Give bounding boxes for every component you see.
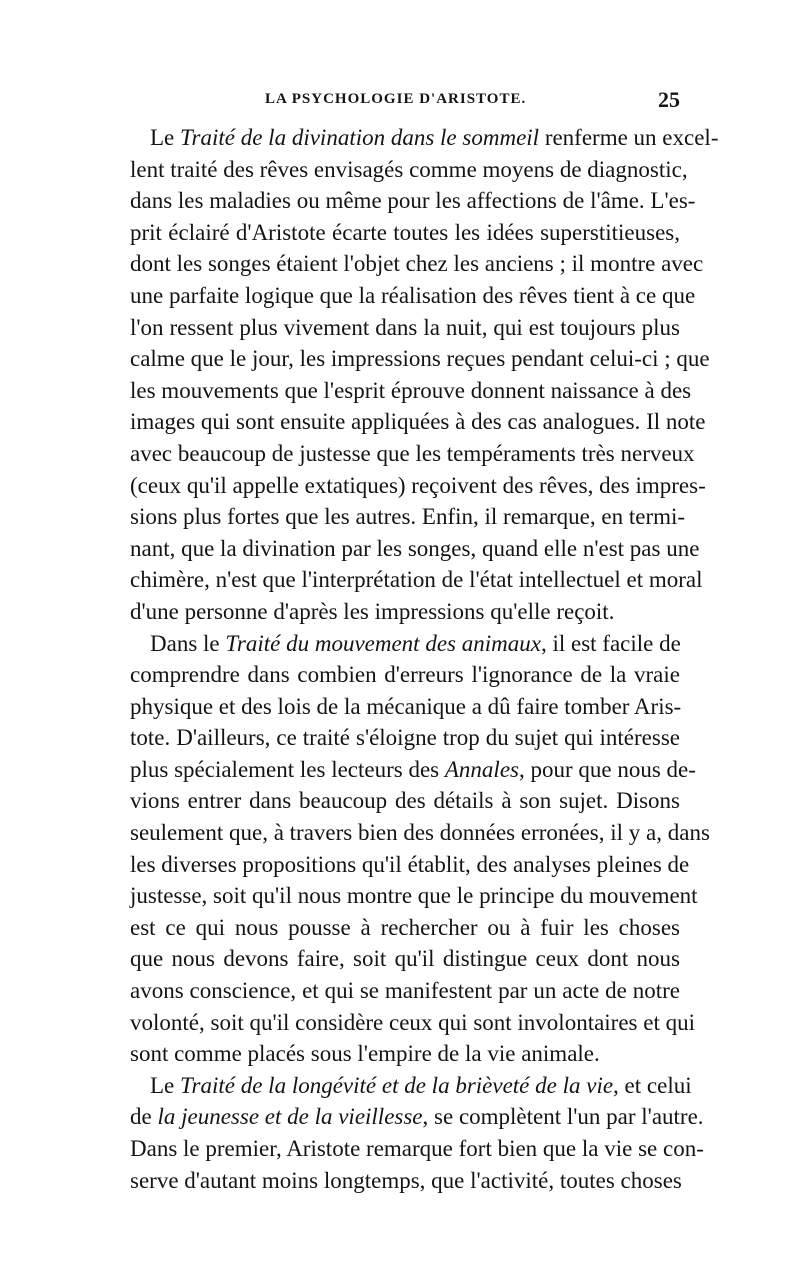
text-run: physique et des lois de la mécanique a dû faire tomber Aris- (130, 693, 682, 719)
italic-title: Traité de la longévité et de la brièveté de la vie (180, 1072, 614, 1098)
text-run: que nous devons faire, soit qu'il distingue ceux dont nous (130, 946, 680, 972)
text-line (130, 912, 680, 944)
text-line (130, 1070, 692, 1102)
text-run: lent traité des rêves envisagés comme moyens de diagnostic, (130, 156, 688, 182)
italic-title: la jeunesse et de la vieillesse (157, 1104, 423, 1130)
text-line (130, 248, 704, 280)
text-line (130, 406, 706, 438)
text-line (130, 438, 695, 470)
text-run: Dans le (150, 630, 226, 656)
text-line (130, 754, 696, 786)
text-line (130, 659, 680, 691)
text-line (130, 849, 690, 881)
text-run: volonté, soit qu'il considère ceux qui sont involontaires et qui (130, 1009, 695, 1035)
text-run: calme que le jour, les impressions reçues pendant celui-ci ; que (130, 346, 710, 372)
page-header (130, 87, 680, 119)
text-line (130, 154, 688, 186)
text-run: justesse, soit qu'il nous montre que le principe du mouvement (130, 883, 698, 909)
running-title: LA PSYCHOLOGIE D'ARISTOTE. (265, 91, 527, 107)
text-run: de (130, 1104, 158, 1130)
text-run: Dans le premier, Aristote remarque fort bien que la vie se con- (130, 1136, 704, 1161)
text-run: avec beaucoup de justesse que les tempéraments très nerveux (130, 440, 695, 466)
text-run: dont les songes étaient l'objet chez les anciens ; il montre avec (130, 251, 704, 277)
italic-title: Traité du mouvement des animaux (225, 630, 541, 656)
text-run: images qui sont ensuite appliquées à des cas analogues. Il note (130, 409, 706, 435)
text-run: seulement que, à travers bien des données erronées, il y a, dans (130, 820, 710, 846)
text-line (130, 691, 680, 723)
text-line (130, 501, 686, 533)
text-run: serve d'autant moins longtemps, que l'activité, toutes choses (130, 1167, 682, 1193)
text-run: sont comme placés sous l'empire de la vie animale. (130, 1041, 600, 1067)
text-line (130, 1007, 695, 1039)
text-run: sions plus fortes que les autres. Enfin, il remarque, en termi- (130, 504, 686, 530)
text-line (130, 564, 703, 596)
text-line (130, 343, 710, 375)
text-line (130, 1165, 680, 1197)
text-line (130, 1133, 704, 1165)
italic-title: Annales (444, 756, 519, 782)
text-run: , et celui (613, 1072, 692, 1098)
text-run: l'on ressent plus vivement dans la nuit, qui est toujours plus (130, 314, 680, 340)
text-run: est ce qui nous pousse à rechercher ou à fuir les choses (130, 914, 680, 940)
text-line (130, 217, 680, 249)
text-line (130, 312, 680, 344)
text-run: nant, que la divination par les songes, quand elle n'est pas une (130, 535, 700, 561)
text-run: , il est facile de (540, 630, 681, 656)
text-line (130, 470, 706, 502)
text-line (130, 880, 698, 912)
text-line (130, 185, 696, 217)
text-line (130, 943, 680, 975)
text-line (130, 533, 700, 565)
text-run: plus spécialement les lecteurs des (130, 756, 445, 782)
text-run: comprendre dans combien d'erreurs l'ignorance de la vraie (130, 662, 680, 688)
page-number: 25 (658, 87, 680, 112)
text-run: renferme un excel- (539, 125, 719, 150)
text-run: les mouvements que l'esprit éprouve donnent naissance à des (130, 377, 692, 403)
text-line (130, 628, 680, 660)
text-line (130, 722, 680, 754)
text-line (130, 817, 710, 849)
text-run: avons conscience, et qui se manifestent par un acte de notre (130, 978, 680, 1004)
body-text (130, 122, 719, 1196)
italic-title: Traité de la divination dans le sommeil (180, 125, 540, 150)
text-run: prit éclairé d'Aristote écarte toutes les idées superstitieuses, (130, 219, 680, 245)
text-run: vions entrer dans beaucoup des détails à son sujet. Disons (130, 788, 680, 814)
text-run: , pour que nous de- (518, 756, 696, 782)
text-line (130, 1101, 704, 1133)
text-run: d'une personne d'après les impressions qu'elle reçoit. (130, 598, 615, 624)
text-line (130, 975, 680, 1007)
text-line (130, 122, 719, 154)
text-run: tote. D'ailleurs, ce traité s'éloigne trop du sujet qui intéresse (130, 725, 680, 751)
text-line (130, 1038, 680, 1070)
text-run: (ceux qu'il appelle extatiques) reçoivent des rêves, des impres- (130, 472, 706, 498)
text-run: chimère, n'est que l'interprétation de l'état intellectuel et moral (130, 567, 703, 593)
text-line (130, 375, 692, 407)
text-run: les diverses propositions qu'il établit, des analyses pleines de (130, 851, 690, 877)
text-run: dans les maladies ou même pour les affections de l'âme. L'es- (130, 188, 696, 214)
text-line (130, 596, 680, 628)
text-run: , se complètent l'un par l'autre. (422, 1104, 704, 1130)
text-line (130, 785, 680, 817)
text-line (130, 280, 696, 312)
text-run: une parfaite logique que la réalisation des rêves tient à ce que (130, 282, 696, 308)
text-run: Le (150, 125, 181, 150)
text-run: Le (150, 1072, 181, 1098)
